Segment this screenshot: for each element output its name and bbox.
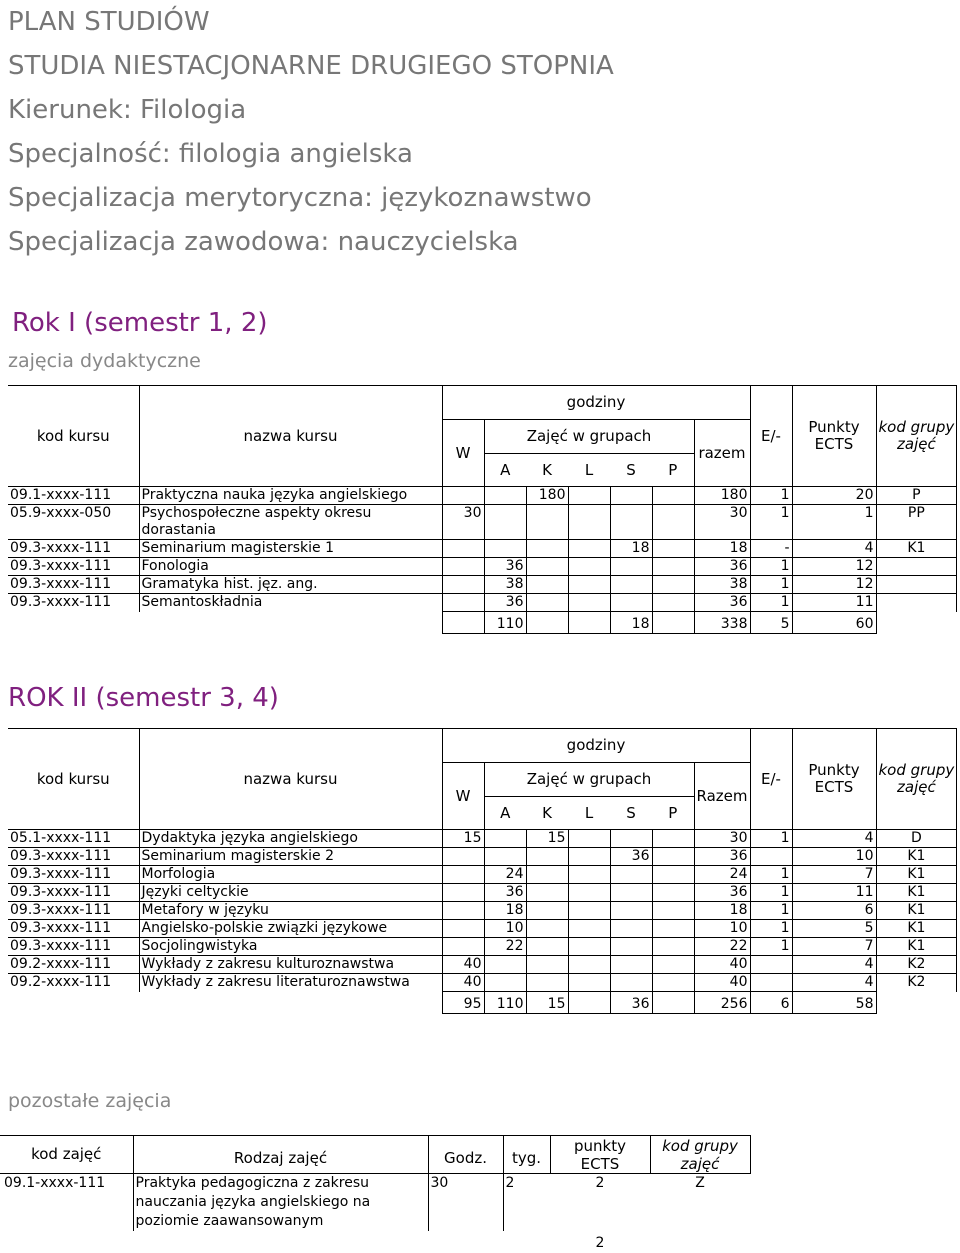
cell-a [484, 848, 526, 866]
total-row [8, 612, 957, 634]
cell-e [750, 848, 792, 866]
cell-p [652, 938, 694, 956]
table-row [8, 505, 957, 540]
year1-table [8, 385, 957, 634]
year1-subtitle: zajęcia dydaktyczne [8, 350, 201, 372]
cell-grupa: D [876, 830, 957, 848]
cell-p [652, 594, 694, 612]
cell-grupa: K1 [876, 938, 957, 956]
total-e: 5 [750, 612, 792, 634]
cell-ects: 4 [792, 956, 876, 974]
other-kod: 09.1-xxxx-111 [0, 1174, 133, 1232]
cell-grupa [876, 594, 957, 612]
head-razem: Razem [694, 763, 750, 830]
head-s: S [626, 460, 636, 479]
cell-l [568, 956, 610, 974]
cell-l [568, 974, 610, 992]
cell-k [526, 938, 568, 956]
cell-s [610, 884, 652, 902]
cell-s [610, 487, 652, 505]
total-w: 95 [442, 992, 484, 1014]
table-row [8, 938, 957, 956]
head-l: L [584, 460, 594, 479]
total-razem: 338 [694, 612, 750, 634]
cell-s: 18 [610, 540, 652, 558]
year2-table [8, 728, 957, 1014]
course-code: 09.3-xxxx-111 [8, 902, 139, 920]
cell-e [750, 956, 792, 974]
course-name: Angielsko-polskie związki językowe [139, 920, 442, 938]
total-ects: 60 [792, 612, 876, 634]
head-nazwa: nazwa kursu [139, 729, 442, 830]
cell-ects: 11 [792, 594, 876, 612]
cell-p [652, 576, 694, 594]
course-name: Fonologia [139, 558, 442, 576]
cell-w [442, 938, 484, 956]
cell-e: - [750, 540, 792, 558]
cell-grupa: K1 [876, 902, 957, 920]
cell-e: 1 [750, 902, 792, 920]
cell-e: 1 [750, 487, 792, 505]
cell-e: 1 [750, 576, 792, 594]
cell-a: 22 [484, 938, 526, 956]
cell-razem: 36 [694, 848, 750, 866]
cell-l [568, 938, 610, 956]
cell-l [568, 594, 610, 612]
cell-razem: 36 [694, 558, 750, 576]
cell-l [568, 830, 610, 848]
cell-l [568, 866, 610, 884]
cell-grupa: K2 [876, 974, 957, 992]
course-code: 09.1-xxxx-111 [8, 487, 139, 505]
cell-k [526, 884, 568, 902]
head-l: L [584, 803, 594, 822]
other-head-kod: kod zajęć [0, 1136, 133, 1174]
cell-grupa: K2 [876, 956, 957, 974]
cell-e: 1 [750, 884, 792, 902]
course-name: Socjolingwistyka [139, 938, 442, 956]
head-grupach: Zajęć w grupach [484, 420, 694, 454]
cell-razem: 36 [694, 884, 750, 902]
cell-l [568, 487, 610, 505]
other-ects-total: 2 [595, 1235, 605, 1251]
head-grupa: kod grupy zajęć [876, 386, 957, 487]
cell-a [484, 830, 526, 848]
cell-p [652, 902, 694, 920]
cell-p [652, 505, 694, 540]
cell-l [568, 558, 610, 576]
cell-w [442, 848, 484, 866]
table-row [8, 866, 957, 884]
study-type: STUDIA NIESTACJONARNE DRUGIEGO STOPNIA [8, 51, 614, 81]
cell-k [526, 540, 568, 558]
table-row [8, 920, 957, 938]
cell-e: 1 [750, 866, 792, 884]
head-ects: Punkty ECTS [792, 386, 876, 487]
specialization-professional: Specjalizacja zawodowa: nauczycielska [8, 227, 519, 257]
cell-a [484, 974, 526, 992]
cell-ects: 12 [792, 576, 876, 594]
cell-l [568, 576, 610, 594]
cell-w [442, 866, 484, 884]
course-name: Seminarium magisterskie 1 [139, 540, 442, 558]
cell-p [652, 884, 694, 902]
plan-title: PLAN STUDIÓW [8, 7, 210, 37]
cell-grupa [876, 558, 957, 576]
cell-razem: 18 [694, 902, 750, 920]
cell-ects: 4 [792, 974, 876, 992]
cell-w [442, 487, 484, 505]
head-grupa: kod grupy zajęć [876, 729, 957, 830]
cell-k [526, 920, 568, 938]
cell-e: 1 [750, 594, 792, 612]
total-razem: 256 [694, 992, 750, 1014]
cell-s [610, 576, 652, 594]
cell-s [610, 974, 652, 992]
course-code: 05.1-xxxx-111 [8, 830, 139, 848]
specialization-merit: Specjalizacja merytoryczna: językoznawstwo [8, 183, 592, 213]
course-name: Wykłady z zakresu kulturoznawstwa [139, 956, 442, 974]
cell-razem: 22 [694, 938, 750, 956]
cell-ects: 4 [792, 540, 876, 558]
course-name: Morfologia [139, 866, 442, 884]
cell-l [568, 505, 610, 540]
course-name: Metafory w języku [139, 902, 442, 920]
total-k: 15 [526, 992, 568, 1014]
total-p [652, 992, 694, 1014]
cell-e [750, 974, 792, 992]
cell-e: 1 [750, 505, 792, 540]
head-nazwa: nazwa kursu [139, 386, 442, 487]
cell-s [610, 920, 652, 938]
cell-ects: 7 [792, 866, 876, 884]
table-row [8, 540, 957, 558]
table-row [8, 884, 957, 902]
total-a: 110 [484, 992, 526, 1014]
cell-l [568, 848, 610, 866]
cell-s: 36 [610, 848, 652, 866]
head-kod: kod kursu [8, 729, 139, 830]
head-godziny: godziny [442, 729, 750, 763]
cell-s [610, 594, 652, 612]
other-head-godz: Godz. [428, 1136, 503, 1174]
other-rodzaj: Praktyka pedagogiczna z zakresu nauczania języka angielskiego na poziomie zaawansowanym [133, 1174, 428, 1232]
course-code: 09.3-xxxx-111 [8, 884, 139, 902]
course-code: 09.3-xxxx-111 [8, 594, 139, 612]
cell-razem: 180 [694, 487, 750, 505]
cell-w [442, 540, 484, 558]
other-table [0, 1135, 751, 1253]
course-name: Praktyczna nauka języka angielskiego [139, 487, 442, 505]
cell-ects: 10 [792, 848, 876, 866]
table-row [8, 956, 957, 974]
total-e: 6 [750, 992, 792, 1014]
cell-grupa [876, 576, 957, 594]
other-title: pozostałe zajęcia [8, 1090, 172, 1112]
table-row [8, 902, 957, 920]
course-code: 09.3-xxxx-111 [8, 920, 139, 938]
cell-p [652, 920, 694, 938]
cell-s [610, 902, 652, 920]
cell-e: 1 [750, 558, 792, 576]
cell-ects: 5 [792, 920, 876, 938]
total-s: 36 [610, 992, 652, 1014]
course-name: Gramatyka hist. jęz. ang. [139, 576, 442, 594]
table-row [8, 830, 957, 848]
course-code: 09.3-xxxx-111 [8, 558, 139, 576]
total-s: 18 [610, 612, 652, 634]
course-code: 09.3-xxxx-111 [8, 576, 139, 594]
specialty: Specjalność: filologia angielska [8, 139, 413, 169]
cell-l [568, 540, 610, 558]
total-ects: 58 [792, 992, 876, 1014]
cell-l [568, 884, 610, 902]
head-e: E/- [750, 729, 792, 830]
head-s: S [626, 803, 636, 822]
head-w: W [442, 763, 484, 830]
cell-k [526, 505, 568, 540]
table-row [8, 558, 957, 576]
total-k [526, 612, 568, 634]
cell-grupa: K1 [876, 540, 957, 558]
cell-a [484, 956, 526, 974]
course-name: Seminarium magisterskie 2 [139, 848, 442, 866]
cell-p [652, 487, 694, 505]
cell-k: 15 [526, 830, 568, 848]
cell-ects: 1 [792, 505, 876, 540]
year1-title: Rok I (semestr 1, 2) [12, 308, 268, 338]
cell-razem: 36 [694, 594, 750, 612]
head-w: W [442, 420, 484, 487]
cell-s [610, 938, 652, 956]
total-p [652, 612, 694, 634]
cell-grupa: K1 [876, 920, 957, 938]
cell-p [652, 866, 694, 884]
other-head-rodzaj: Rodzaj zajęć [133, 1136, 428, 1174]
cell-razem: 30 [694, 505, 750, 540]
table-row [8, 848, 957, 866]
cell-k [526, 866, 568, 884]
cell-w [442, 558, 484, 576]
cell-s [610, 558, 652, 576]
head-a: A [500, 460, 511, 479]
cell-a: 38 [484, 576, 526, 594]
cell-grupa: K1 [876, 884, 957, 902]
cell-razem: 10 [694, 920, 750, 938]
cell-w: 40 [442, 974, 484, 992]
table-row [8, 974, 957, 992]
cell-a: 24 [484, 866, 526, 884]
head-kod: kod kursu [8, 386, 139, 487]
cell-a: 36 [484, 558, 526, 576]
cell-a [484, 505, 526, 540]
cell-s [610, 866, 652, 884]
cell-razem: 40 [694, 956, 750, 974]
course-name: Psychospołeczne aspekty okresu dorastania [139, 505, 442, 540]
course-code: 09.3-xxxx-111 [8, 866, 139, 884]
course-name: Semantoskładnia [139, 594, 442, 612]
course-code: 09.2-xxxx-111 [8, 974, 139, 992]
cell-a: 36 [484, 594, 526, 612]
cell-ects: 7 [792, 938, 876, 956]
head-e: E/- [750, 386, 792, 487]
total-w [442, 612, 484, 634]
other-godz: 30 [428, 1174, 503, 1232]
table-row [8, 594, 957, 612]
cell-a: 36 [484, 884, 526, 902]
field-of-study: Kierunek: Filologia [8, 95, 247, 125]
head-grupach: Zajęć w grupach [484, 763, 694, 797]
cell-e: 1 [750, 938, 792, 956]
head-razem: razem [694, 420, 750, 487]
head-k: K [542, 460, 552, 479]
cell-l [568, 920, 610, 938]
cell-p [652, 558, 694, 576]
cell-ects: 4 [792, 830, 876, 848]
cell-k [526, 956, 568, 974]
cell-e: 1 [750, 830, 792, 848]
cell-razem: 30 [694, 830, 750, 848]
cell-p [652, 540, 694, 558]
course-name: Dydaktyka języka angielskiego [139, 830, 442, 848]
course-code: 09.3-xxxx-111 [8, 848, 139, 866]
total-l [568, 612, 610, 634]
cell-w: 30 [442, 505, 484, 540]
total-row [8, 992, 957, 1014]
cell-ects: 20 [792, 487, 876, 505]
head-k: K [542, 803, 552, 822]
cell-p [652, 830, 694, 848]
cell-k [526, 902, 568, 920]
cell-e: 1 [750, 920, 792, 938]
cell-k: 180 [526, 487, 568, 505]
other-head-ects: punkty ECTS [550, 1136, 650, 1174]
other-tyg: 2 [505, 1175, 515, 1191]
cell-ects: 11 [792, 884, 876, 902]
cell-a: 18 [484, 902, 526, 920]
total-l [568, 992, 610, 1014]
cell-s [610, 956, 652, 974]
course-code: 09.2-xxxx-111 [8, 956, 139, 974]
cell-a [484, 540, 526, 558]
cell-a: 10 [484, 920, 526, 938]
cell-s [610, 830, 652, 848]
cell-ects: 12 [792, 558, 876, 576]
cell-w [442, 920, 484, 938]
course-name: Wykłady z zakresu literaturoznawstwa [139, 974, 442, 992]
cell-grupa: K1 [876, 866, 957, 884]
cell-p [652, 848, 694, 866]
table-row [8, 576, 957, 594]
other-grupa: Z [695, 1175, 705, 1191]
document-header [8, 0, 614, 264]
head-ects: Punkty ECTS [792, 729, 876, 830]
cell-k [526, 558, 568, 576]
cell-k [526, 974, 568, 992]
cell-razem: 38 [694, 576, 750, 594]
head-p: P [652, 797, 694, 830]
course-name: Języki celtyckie [139, 884, 442, 902]
table-row [8, 487, 957, 505]
cell-grupa: K1 [876, 848, 957, 866]
cell-w: 15 [442, 830, 484, 848]
cell-p [652, 956, 694, 974]
cell-l [568, 902, 610, 920]
total-a: 110 [484, 612, 526, 634]
cell-a [484, 487, 526, 505]
cell-k [526, 576, 568, 594]
cell-w: 40 [442, 956, 484, 974]
cell-razem: 24 [694, 866, 750, 884]
other-head-tyg: tyg. [503, 1136, 550, 1174]
cell-k [526, 594, 568, 612]
other-head-grupa: kod grupy zajęć [650, 1136, 750, 1174]
cell-grupa: PP [876, 505, 957, 540]
cell-w [442, 594, 484, 612]
cell-w [442, 884, 484, 902]
cell-razem: 40 [694, 974, 750, 992]
head-a: A [500, 803, 511, 822]
other-ects: 2 [595, 1175, 605, 1191]
cell-razem: 18 [694, 540, 750, 558]
year2-title: ROK II (semestr 3, 4) [8, 683, 279, 713]
cell-w [442, 576, 484, 594]
head-p: P [652, 454, 694, 487]
head-godziny: godziny [442, 386, 750, 420]
cell-ects: 6 [792, 902, 876, 920]
cell-k [526, 848, 568, 866]
cell-grupa: P [876, 487, 957, 505]
cell-w [442, 902, 484, 920]
cell-s [610, 505, 652, 540]
course-code: 05.9-xxxx-050 [8, 505, 139, 540]
cell-p [652, 974, 694, 992]
course-code: 09.3-xxxx-111 [8, 540, 139, 558]
course-code: 09.3-xxxx-111 [8, 938, 139, 956]
